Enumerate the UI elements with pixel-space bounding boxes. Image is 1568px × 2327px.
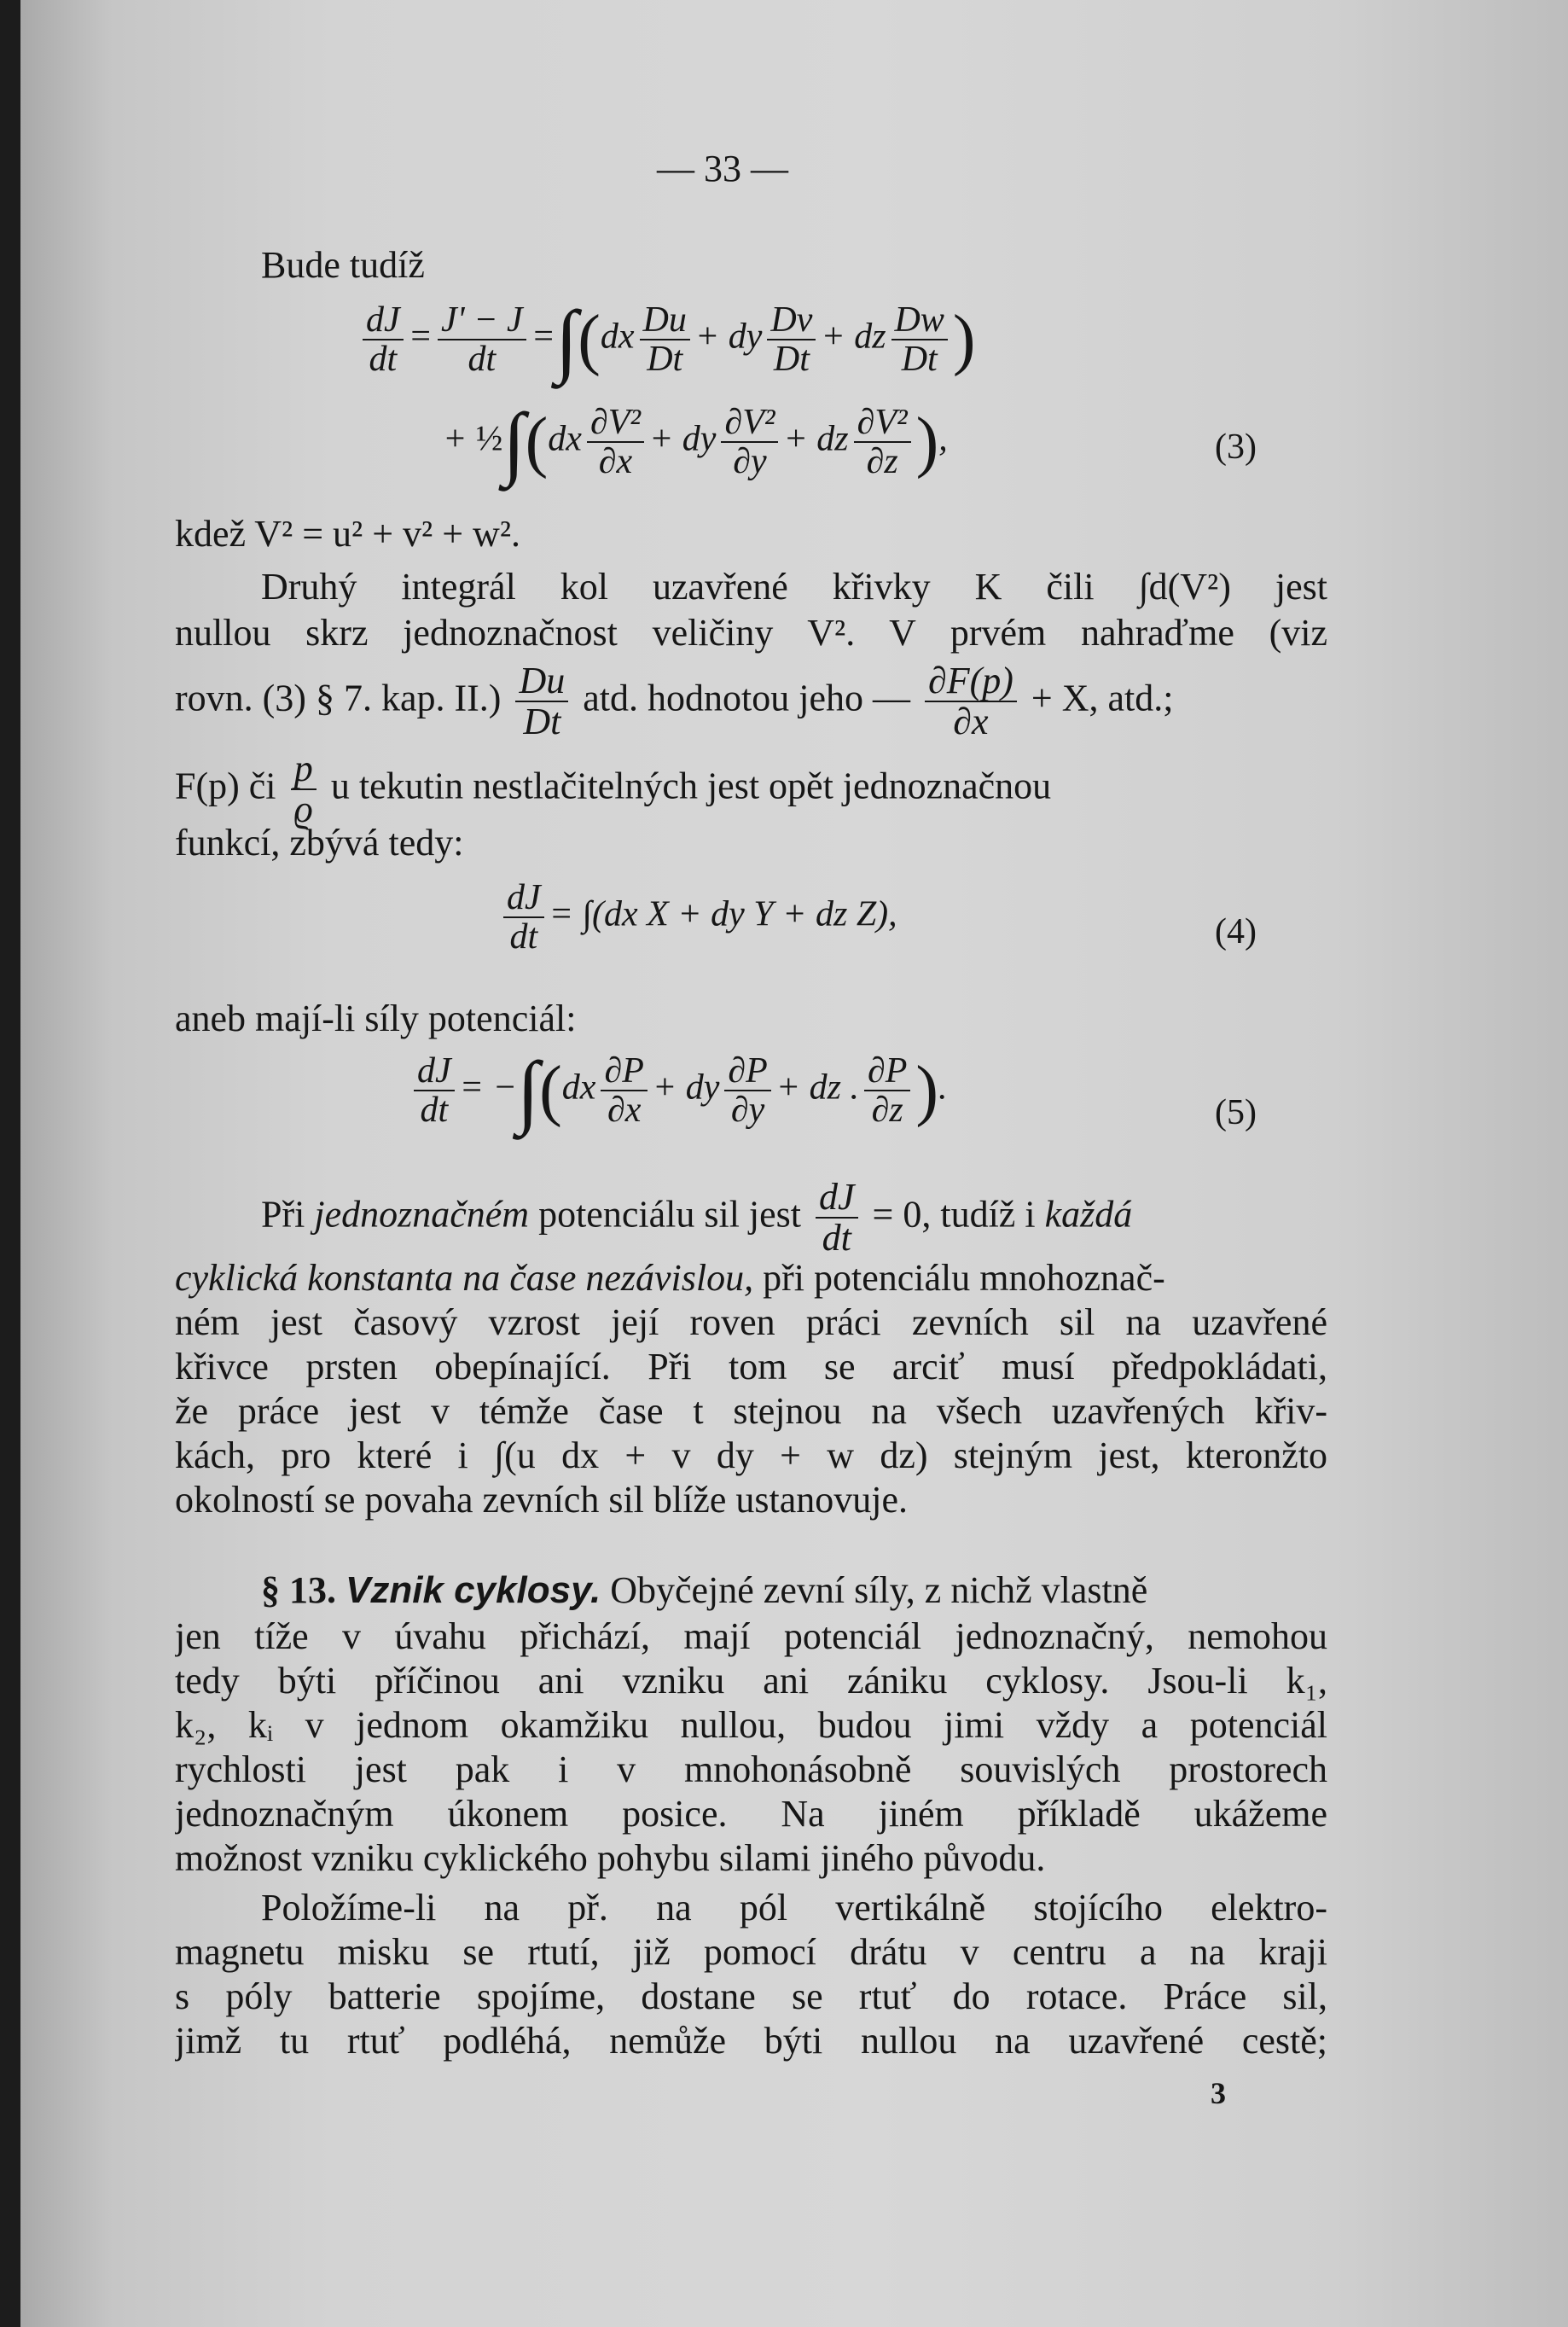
text-line: nullou skrz jednoznačnost veličiny V². V prvém nahraďme (viz — [175, 612, 1327, 654]
text-line: jednoznačným úkonem posice. Na jiném příkladě ukážeme — [175, 1793, 1327, 1835]
text-line: křivce prsten obepínající. Při tom se arciť musí předpokládati, — [175, 1346, 1327, 1387]
text-line: F(p) či $\frac{p}{ϱ}$ u tekutin nestlačitelných jest opět jednoznačnou — [175, 748, 1052, 831]
book-page — [20, 0, 1568, 2327]
equation-number: (4) — [1215, 912, 1257, 951]
text-line: kách, pro které i ∫(u dx + v dy + w dz) stejným jest, kteronžto — [175, 1434, 1327, 1476]
text-line: Bude tudíž — [261, 244, 425, 286]
text-line: možnost vzniku cyklického pohybu silami jiného původu. — [175, 1837, 1046, 1879]
section-13-heading-line: § 13. Vznik cyklosy. Obyčejné zevní síly, z nichž vlastně — [261, 1569, 1148, 1611]
fraction: $\frac{Dv}{Dt}$ — [767, 301, 816, 378]
section-title: Vznik cyklosy. — [346, 1569, 601, 1611]
fraction: $\frac{p}{ϱ}$ — [291, 749, 317, 829]
fraction: $\frac{\partial P}{\partial z}$ — [864, 1052, 910, 1129]
text-line: ném jest časový vzrost její roven práci zevních sil na uzavřené — [175, 1301, 1327, 1343]
text-line: funkcí, zbývá tedy: — [175, 822, 464, 864]
fraction: $\frac{\partial P}{\partial x}$ — [601, 1052, 647, 1129]
fraction: $\frac{dJ}{dt}$ — [414, 1052, 455, 1129]
equation-number: (5) — [1215, 1093, 1257, 1132]
fraction: $\frac{\text{∂V²}}{\partial y}$ — [721, 404, 778, 480]
section-number: § 13. — [261, 1569, 336, 1611]
fraction: $\frac{Du}{Dt}$ — [640, 301, 690, 378]
text-line: k₂, kᵢ v jednom okamžiku nullou, budou jimi vždy a potenciál — [175, 1704, 1327, 1746]
text-line: Při jednoznačném potenciálu sil jest $\frac{dJ}{dt}$ = 0, tudíž i každá — [261, 1176, 1133, 1259]
text-line: aneb mají-li síly potenciál: — [175, 998, 577, 1039]
text-line: rychlosti jest pak i v mnohonásobně souvislých prostorech — [175, 1748, 1327, 1790]
fraction: $\frac{\partial P}{\partial y}$ — [724, 1052, 770, 1129]
fraction: $\frac{\text{∂V²}}{\partial x}$ — [587, 404, 644, 480]
scan-edge — [0, 0, 20, 2327]
text-line: rovn. (3) § 7. kap. II.) $\frac{Du}{Dt}$ atd. hodnotou jeho — $\frac{\partial F(p)}{\partial x}$ + X, atd.; — [175, 660, 1174, 743]
fraction: $\frac{Du}{Dt}$ — [515, 661, 568, 742]
equation-number: (3) — [1215, 428, 1257, 467]
fraction: $\frac{dJ}{dt}$ — [363, 301, 404, 378]
text-line: jen tíže v úvahu přichází, mají potenciál jednoznačný, nemohou — [175, 1615, 1327, 1657]
equation-3-line-2: + ½∫(dx $\frac{\text{∂V²}}{\partial x}$ + dy $\frac{\text{∂V²}}{\partial y}$ + dz $\frac{\text{∂V²}}{\partial z}$ ), — [443, 396, 948, 487]
equation-3-line-1: $\frac{dJ}{dt}$ = $\frac{J' - J}{dt}$ =∫(dx $\frac{Du}{Dt}$ + dy $\frac{Dv}{Dt}$ + dz $\frac{Dw}{Dt}$ ) — [357, 299, 976, 381]
equation-4: $\frac{dJ}{dt}$ = ∫(dx X + dy Y + dz Z), — [498, 879, 897, 956]
page-number: — 33 — — [657, 148, 788, 189]
fraction: $\frac{dJ}{dt}$ — [503, 879, 544, 956]
text-line: tedy býti příčinou ani vzniku ani zániku cyklosy. Jsou-li k₁, — [175, 1660, 1327, 1702]
text-line: že práce jest v témže čase t stejnou na všech uzavřených křiv- — [175, 1390, 1327, 1432]
fraction: $\frac{J' - J}{dt}$ — [438, 301, 526, 378]
text-line: magnetu misku se rtutí, již pomocí drátu v centru a na kraji — [175, 1931, 1327, 1973]
fraction: $\frac{Dw}{Dt}$ — [891, 301, 948, 378]
text-line: Druhý integrál kol uzavřené křivky K čili ∫d(V²) jest — [261, 566, 1327, 608]
text-line: Položíme-li na př. na pól vertikálně stojícího elektro- — [261, 1887, 1327, 1929]
text-line: jimž tu rtuť podléhá, nemůže býti nullou na uzavřené cestě; — [175, 2020, 1327, 2062]
equation-5: $\frac{dJ}{dt}$ = −∫(dx $\frac{\partial P}{\partial x}$ + dy $\frac{\partial P}{\partial y}$ + dz . $\frac{\partial P}{\partial z}$ ). — [409, 1050, 948, 1132]
signature-mark: 3 — [1211, 2076, 1226, 2110]
fraction: $\frac{dJ}{dt}$ — [816, 1178, 858, 1258]
text-line: kdež V² = u² + v² + w². — [175, 513, 521, 555]
text-line: okolností se povaha zevních sil blíže ustanovuje. — [175, 1479, 909, 1521]
text-line: cyklická konstanta na čase nezávislou, při potenciálu mnohoznač- — [175, 1257, 1165, 1299]
fraction: $\frac{\text{∂V²}}{\partial z}$ — [854, 404, 911, 480]
text-line: s póly batterie spojíme, dostane se rtuť do rotace. Práce sil, — [175, 1975, 1327, 2017]
fraction: $\frac{\partial F(p)}{\partial x}$ — [925, 661, 1017, 742]
